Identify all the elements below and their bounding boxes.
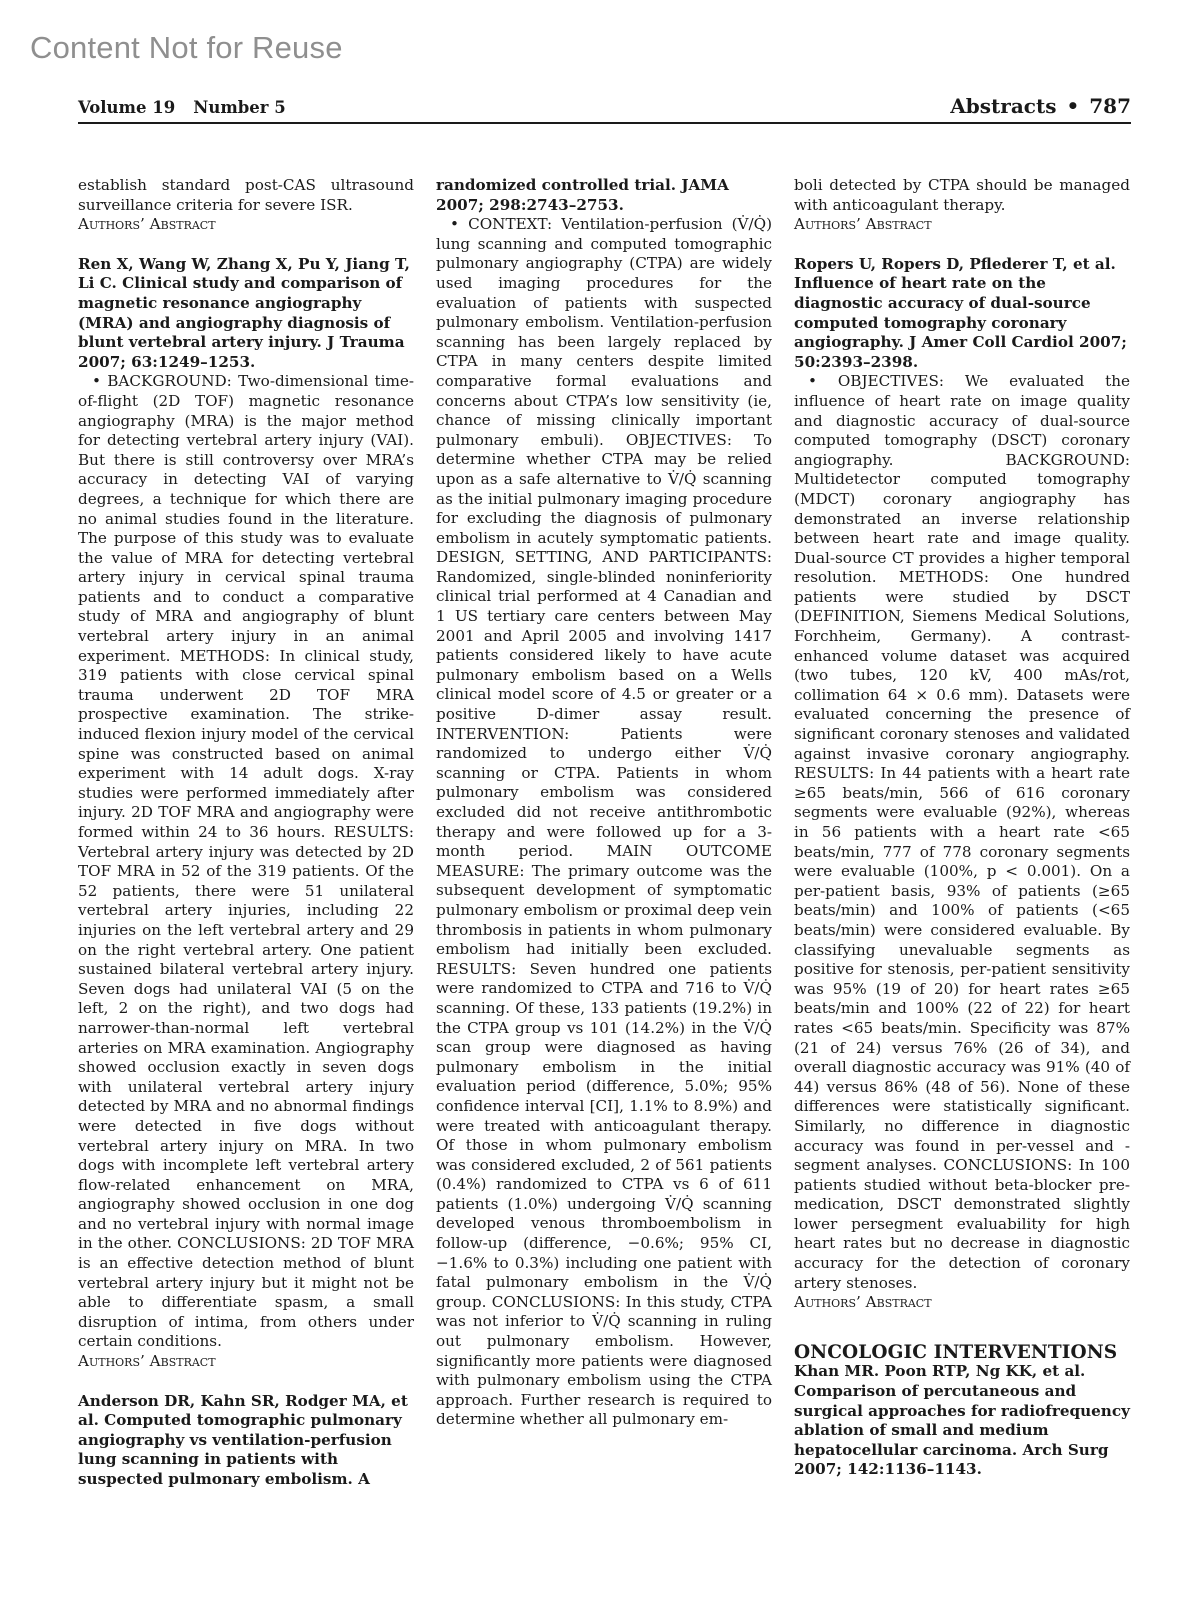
section-label: Abstracts	[950, 94, 1057, 118]
separator: •	[1066, 94, 1080, 118]
abstract-body-ren: • BACKGROUND: Two-dimensional time-of-flight (2D TOF) magnetic resonance angiography (MRA) is the major method for detecting vertebral artery injury (VAI). But there is still controversy over MRA’s accuracy in detecting VAI of varying degrees, a technique for which there are no animal studies found in the literature. The purpose of this study was to evaluate the value of MRA for detecting vertebral artery injury in cervical spinal trauma patients and to conduct a comparative study of MRA and angiography of blunt vertebral artery injury in an animal experiment. METHODS: In clinical study, 319 patients with close cervical spinal trauma underwent 2D TOF MRA prospective examination. The strike-induced flexion injury model of the cervical spine was constructed based on animal experiment with 14 adult dogs. X-ray studies were performed immediately after injury. 2D TOF MRA and angiography were formed within 24 to 36 hours. RESULTS: Vertebral artery injury was detected by 2D TOF MRA in 52 of the 319 patients. Of the 52 patients, there were 51 unilateral vertebral artery injuries, including 22 injuries on the left vertebral artery and 29 on the right vertebral artery. One patient sustained bilateral vertebral artery injury. Seven dogs had unilateral VAI (5 on the left, 2 on the right), and two dogs had narrower-than-normal left vertebral arteries on MRA examination. Angiography showed occlusion exactly in seven dogs with unilateral vertebral artery injury detected by MRA and no abnormal findings were detected in five dogs without vertebral artery injury on MRA. In two dogs with incomplete left vertebral artery flow-related enhancement on MRA, angiography showed occlusion in one dog and no vertebral injury with normal image in the other. CONCLUSIONS: 2D TOF MRA is an effective detection method of blunt vertebral artery injury but it might not be able to differentiate spasm, a small disruption of intima, from others under certain conditions.	[78, 372, 414, 1351]
citation-khan: Khan MR. Poon RTP, Ng KK, et al. Comparison of percutaneous and surgical approaches for radiofrequency ablation of small and medium hepatocellular carcinoma. Arch Surg 2007; 142:1136–1143.	[794, 1362, 1130, 1479]
column-1	[78, 176, 414, 1490]
section-page	[950, 94, 1131, 118]
page-number: 787	[1089, 94, 1131, 118]
abstract-body-anderson: • CONTEXT: Ventilation-perfusion (V̇/Q̇) lung scanning and computed tomographic pulmonary angiography (CTPA) are widely used imaging procedures for the evaluation of patients with suspected pulmonary embolism. Ventilation-perfusion scanning has been largely replaced by CTPA in many centers despite limited comparative formal evaluations and concerns about CTPA’s low sensitivity (ie, chance of missing clinically important pulmonary embuli). OBJECTIVES: To determine whether CTPA may be relied upon as a safe alternative to V̇/Q̇ scanning as the initial pulmonary imaging procedure for excluding the diagnosis of pulmonary embolism in acutely symptomatic patients. DESIGN, SETTING, AND PARTICIPANTS: Randomized, single-blinded noninferiority clinical trial performed at 4 Canadian and 1 US tertiary care centers between May 2001 and April 2005 and involving 1417 patients considered likely to have acute pulmonary embolism based on a Wells clinical model score of 4.5 or greater or a positive D-dimer assay result. INTERVENTION: Patients were randomized to undergo either V̇/Q̇ scanning or CTPA. Patients in whom pulmonary embolism was considered excluded did not receive antithrombotic therapy and were followed up for a 3-month period. MAIN OUTCOME MEASURE: The primary outcome was the subsequent development of symptomatic pulmonary embolism or proximal deep vein thrombosis in patients in whom pulmonary embolism had initially been excluded. RESULTS: Seven hundred one patients were randomized to CTPA and 716 to V̇/Q̇ scanning. Of these, 133 patients (19.2%) in the CTPA group vs 101 (14.2%) in the V̇/Q̇ scan group were diagnosed as having pulmonary embolism in the initial evaluation period (difference, 5.0%; 95% confidence interval [CI], 1.1% to 8.9%) and were treated with anticoagulant therapy. Of those in whom pulmonary embolism was considered excluded, 2 of 561 patients (0.4%) randomized to CTPA vs 6 of 611 patients (1.0%) undergoing V̇/Q̇ scanning developed venous thromboembolism in follow-up (difference, −0.6%; 95% CI, −1.6% to 0.3%) including one patient with fatal pulmonary embolism in the V̇/Q̇ group. CONCLUSIONS: In this study, CTPA was not inferior to V̇/Q̇ scanning in ruling out pulmonary embolism. However, significantly more patients were diagnosed with pulmonary embolism using the CTPA approach. Further research is required to determine whether all pulmonary em-	[436, 215, 772, 1429]
continuation-text: boli detected by CTPA should be managed with anticoagulant therapy.	[794, 176, 1130, 214]
citation-ren: Ren X, Wang W, Zhang X, Pu Y, Jiang T, Li C. Clinical study and comparison of magnetic resonance angiography (MRA) and angiography diagnosis of blunt vertebral artery injury. J Trauma 2007; 63:1249–1253.	[78, 254, 410, 371]
running-head	[78, 94, 1131, 124]
abstract-signature: Authors’ Abstract	[794, 215, 932, 234]
watermark: Content Not for Reuse	[30, 30, 343, 65]
section-heading: ONCOLOGIC INTERVENTIONS	[794, 1341, 1118, 1363]
column-2	[436, 176, 772, 1430]
abstract-signature: Authors’ Abstract	[78, 1352, 216, 1371]
citation-anderson-continued: randomized controlled trial. JAMA 2007; 298:2743–2753.	[436, 176, 729, 214]
number-label: Number 5	[193, 98, 286, 117]
column-3	[794, 176, 1130, 1480]
citation-anderson: Anderson DR, Kahn SR, Rodger MA, et al. Computed tomographic pulmonary angiography vs ventilation-perfusion lung scanning in patients with suspected pulmonary embolism. A	[78, 1391, 408, 1488]
abstract-body-ropers: • OBJECTIVES: We evaluated the influence of heart rate on image quality and diagnostic accuracy of dual-source computed tomography (DSCT) coronary angiography. BACKGROUND: Multidetector computed tomography (MDCT) coronary angiography has demonstrated an inverse relationship between heart rate and image quality. Dual-source CT provides a higher temporal resolution. METHODS: One hundred patients were studied by DSCT (DEFINITION, Siemens Medical Solutions, Forchheim, Germany). A contrast-enhanced volume dataset was acquired (two tubes, 120 kV, 400 mAs/rot, collimation 64 × 0.6 mm). Datasets were evaluated concerning the presence of significant coronary stenoses and validated against invasive coronary angiography. RESULTS: In 44 patients with a heart rate ≥65 beats/min, 566 of 616 coronary segments were evaluable (92%), whereas in 56 patients with a heart rate <65 beats/min, 777 of 778 coronary segments were evaluable (100%, p < 0.001). On a per-patient basis, 93% of patients (≥65 beats/min) and 100% of patients (<65 beats/min) were considered evaluable. By classifying unevaluable segments as positive for stenosis, per-patient sensitivity was 95% (19 of 20) for heart rates ≥65 beats/min and 100% (22 of 22) for heart rates <65 beats/min. Specificity was 87% (21 of 24) versus 76% (26 of 34), and overall diagnostic accuracy was 91% (40 of 44) versus 86% (48 of 56). None of these differences were statistically significant. Similarly, no difference in diagnostic accuracy was found in per-vessel and -segment analyses. CONCLUSIONS: In 100 patients studied without beta-blocker pre-medication, DSCT demonstrated slightly lower persegment evaluability for high heart rates but no decrease in diagnostic accuracy for the detection of coronary artery stenoses.	[794, 372, 1130, 1292]
abstract-signature: Authors’ Abstract	[794, 1293, 932, 1312]
volume-issue	[78, 98, 286, 117]
volume-label: Volume 19	[78, 98, 176, 117]
abstract-signature: Authors’ Abstract	[78, 215, 216, 234]
citation-ropers: Ropers U, Ropers D, Pflederer T, et al. Influence of heart rate on the diagnostic accuracy of dual-source computed tomography coronary angiography. J Amer Coll Cardiol 2007; 50:2393–2398.	[794, 254, 1127, 371]
continuation-text: establish standard post-CAS ultrasound surveillance criteria for severe ISR.	[78, 176, 414, 214]
